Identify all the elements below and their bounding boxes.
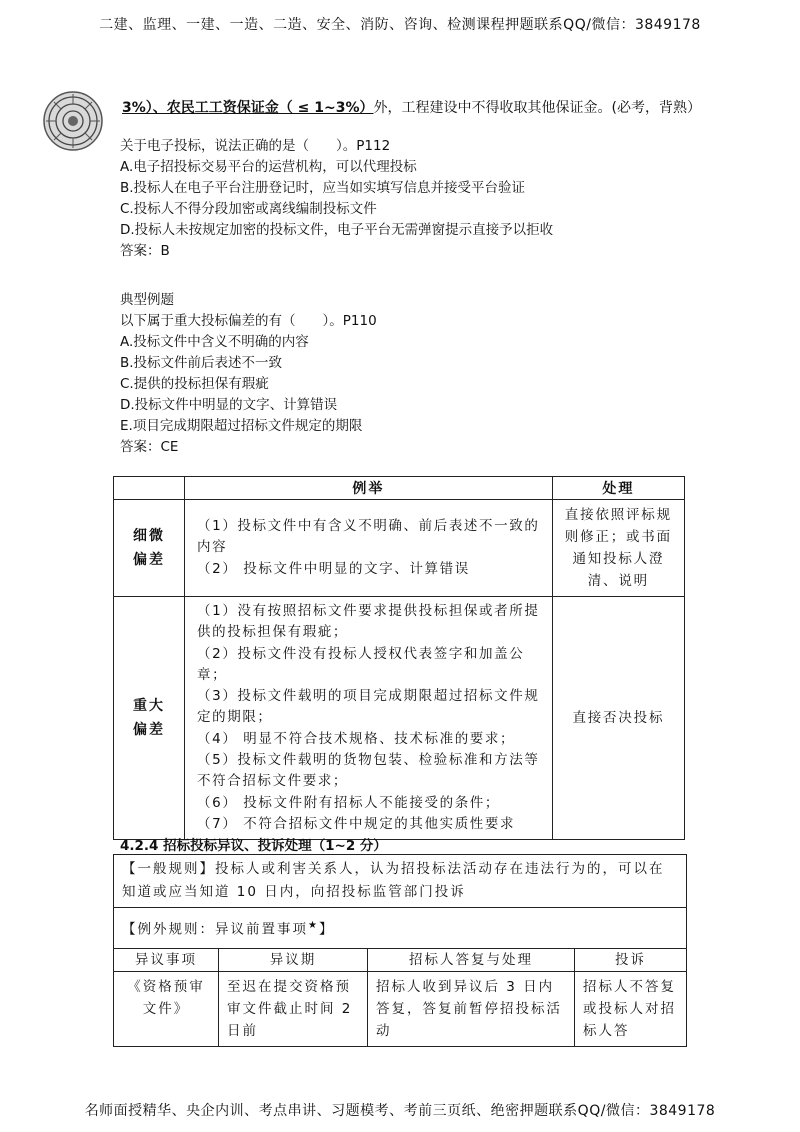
example-item: （2） 投标文件中明显的文字、计算错误 — [197, 560, 470, 577]
example-item: （6） 投标文件附有招标人不能接受的条件； — [197, 794, 501, 811]
table-header-cell: 例举 — [185, 477, 553, 500]
example-item: （5）投标文件载明的货物包装、检验标准和方法等不符合招标文件要求； — [197, 752, 540, 790]
example-item: （2）投标文件没有投标人授权代表签字和加盖公章； — [197, 645, 525, 683]
category-text: 偏差 — [133, 552, 166, 568]
example-item: （1）没有按照招标文件要求提供投标担保或者所提供的投标担保有瑕疵； — [197, 603, 540, 641]
option: E.项目完成期限超过招标文件规定的期限 — [120, 418, 363, 434]
category-major — [114, 597, 185, 840]
example-heading: 典型例题 — [120, 292, 174, 308]
option: A.电子招投标交易平台的运营机构，可以代理投标 — [120, 159, 417, 175]
category-text: 偏差 — [133, 722, 166, 739]
category-text: 细微 — [133, 528, 166, 544]
intro-line — [122, 97, 701, 117]
intro-rest: 外，工程建设中不得收取其他保证金。(必考，背熟） — [373, 100, 701, 116]
handling-cell: 直接否决投标 — [552, 597, 684, 840]
question-2-answer: 答案：CE — [120, 439, 179, 455]
intro-bold: 3%）、农民工工资保证金（ ≤ 1~3%） — [122, 100, 374, 116]
option: B.投标文件前后表述不一致 — [120, 355, 283, 371]
option: D.投标人未按规定加密的投标文件，电子平台无需弹窗提示直接予以拒收 — [120, 222, 554, 238]
example-item: （3）投标文件载明的项目完成期限超过招标文件规定的期限； — [197, 688, 540, 726]
option: B.投标人在电子平台注册登记时，应当如实填写信息并接受平台验证 — [120, 180, 526, 196]
table-cell: 《资格预审文件》 — [114, 971, 219, 1046]
table-header-cell: 投诉 — [575, 948, 687, 971]
question-1-answer: 答案：B — [120, 243, 170, 259]
deviation-table — [113, 476, 685, 840]
handling-cell: 直接依照评标规则修正；或书面通知投标人澄清、说明 — [552, 500, 684, 597]
exception-rule — [114, 908, 687, 949]
table-header-cell: 处理 — [552, 477, 684, 500]
table-header-row — [114, 477, 685, 500]
star-icon: ★ — [308, 920, 319, 931]
category-text: 重大 — [133, 698, 166, 715]
category-minor — [114, 500, 185, 597]
table-row — [114, 500, 685, 597]
table-cell: 招标人收到异议后 3 日内答复，答复前暂停招投标活动 — [368, 971, 575, 1046]
question-1-stem: 关于电子投标，说法正确的是（ ）。P112 — [120, 138, 391, 154]
option: C.投标人不得分段加密或离线编制投标文件 — [120, 201, 377, 217]
option: A.投标文件中含义不明确的内容 — [120, 334, 309, 350]
page-footer: 名师面授精华、央企内训、考点串讲、习题模考、考前三页纸、绝密押题联系QQ/微信：3849178 — [84, 1103, 716, 1119]
exception-rule-close: 】 — [318, 921, 335, 938]
seal-logo-icon — [42, 90, 104, 152]
page-header: 二建、监理、一建、一造、二造、安全、消防、咨询、检测课程押题联系QQ/微信：3849178 — [99, 17, 701, 33]
objection-table — [113, 854, 687, 1047]
table-row — [114, 597, 685, 840]
table-header-cell: 招标人答复与处理 — [368, 948, 575, 971]
table-header-cell: 异议事项 — [114, 948, 219, 971]
table-header-cell — [114, 477, 185, 500]
table-row — [114, 855, 687, 908]
exception-rule-text: 【例外规则：异议前置事项 — [122, 921, 308, 938]
table-cell: 招标人不答复或投标人对招标人答 — [575, 971, 687, 1046]
example-item: （4） 明显不符合技术规格、技术标准的要求； — [197, 730, 516, 747]
option: D.投标文件中明显的文字、计算错误 — [120, 397, 338, 413]
table-header-row — [114, 948, 687, 971]
general-rule: 【一般规则】投标人或利害关系人，认为招投标法活动存在违法行为的，可以在知道或应当知道 10 日内，向招投标监管部门投诉 — [114, 855, 687, 908]
examples-cell — [185, 597, 553, 840]
table-header-cell: 异议期 — [219, 948, 368, 971]
table-row — [114, 971, 687, 1046]
table-row — [114, 908, 687, 949]
example-item: （7） 不符合招标文件中规定的其他实质性要求 — [197, 815, 516, 832]
option: C.提供的投标担保有瑕疵 — [120, 376, 269, 392]
example-item: （1）投标文件中有含义不明确、前后表述不一致的内容 — [197, 518, 540, 556]
question-2 — [120, 290, 377, 458]
examples-cell — [185, 500, 553, 597]
question-1 — [120, 136, 553, 262]
question-2-stem: 以下属于重大投标偏差的有（ ）。P110 — [120, 313, 377, 329]
section-title: 4.2.4 招标投标异议、投诉处理（1~2 分） — [120, 838, 387, 854]
table-cell: 至迟在提交资格预审文件截止时间 2 日前 — [219, 971, 368, 1046]
